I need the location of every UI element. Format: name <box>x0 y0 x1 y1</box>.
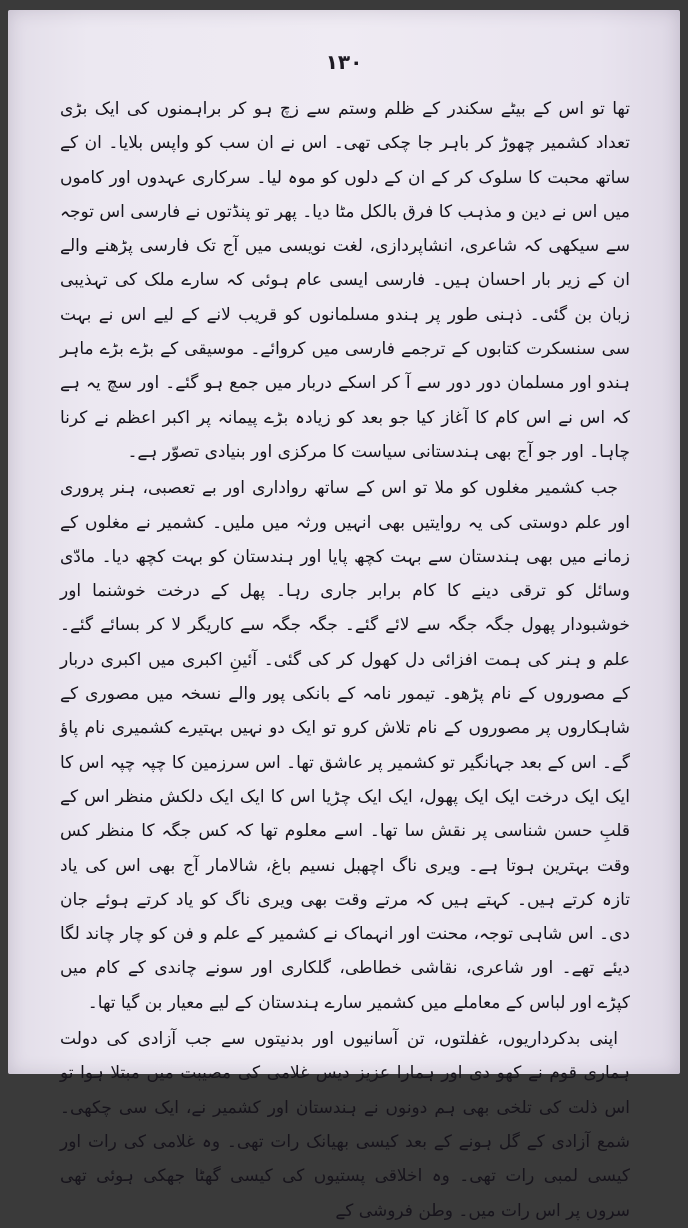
page-body <box>60 92 630 1228</box>
book-page <box>8 10 680 1221</box>
page-number: ۱۳۰ <box>325 50 363 74</box>
paragraph-1: تھا تو اس کے بیٹے سکندر کے ظلم وستم سے زچ ہو کر براہمنوں کی ایک بڑی تعداد کشمیر چھوڑ کر باہر جا چکی تھی۔ اس نے ان سب کو واپس بلایا۔ ان کے ساتھ محبت کا سلوک کر کے ان کے دلوں کو موہ لیا۔ سرکاری عہدوں اور کاموں میں اس نے دین و مذہب کا فرق بالکل مٹا دیا۔ پھر تو پنڈتوں نے فارسی اس توجہ سے سیکھی کہ شاعری، انشاپردازی، لغت نویسی میں آج تک فارسی پڑھنے والے ان کے زیر بار احسان ہیں۔ فارسی ایسی عام ہوئی کہ سارے ملک کی تہذیبی زبان بن گئی۔ ذہنی طور پر ہندو مسلمانوں کو قریب لانے کے لیے اس نے بہت سی سنسکرت کتابوں کے ترجمے فارسی میں کروائے۔ موسیقی کے بڑے بڑے ماہر ہندو اور مسلمان دور دور سے آ کر اسکے دربار میں جمع ہو گئے۔ اور سچ یہ ہے کہ اس نے اس کام کا آغاز کیا جو بعد کو زیادہ بڑے پیمانہ پر اکبر اعظم نے کرنا چاہا۔ اور جو آج بھی ہندستانی سیاست کا مرکزی اور بنیادی تصوّر ہے۔ <box>60 99 630 462</box>
paragraph-3: اپنی بدکرداریوں، غفلتوں، تن آسانیوں اور بدنیتوں سے جب آزادی کی دولت ہماری قوم نے کھو دی اور ہمارا عزیز دیس غلامی کی مصیبت میں مبتلا ہوا تو اس ذلت کی تلخی بھی ہم دونوں نے ہندستان اور کشمیر نے، ایک سی چکھی۔ شمع آزادی کے گل ہونے کے بعد کیسی بھیانک رات تھی۔ وہ غلامی کی رات اور کیسی لمبی رات تھی۔ وہ اخلاقی پستیوں کی کیسی گھٹا جھکی ہوئی تھی سروں پر اس رات میں۔ وطن فروشی کے <box>60 1029 630 1221</box>
paragraph-2: جب کشمیر مغلوں کو ملا تو اس کے ساتھ رواداری اور بے تعصبی، ہنر پروری اور علم دوستی کی یہ روایتیں بھی انہیں ورثہ میں ملیں۔ کشمیر نے مغلوں کے زمانے میں بھی ہندستان سے بہت کچھ پایا اور ہندستان کو بہت کچھ دیا۔ مادّی وسائل کو ترقی دینے کا کام برابر جاری رہا۔ پھل کے درخت خوشنما اور خوشبودار پھول جگہ جگہ سے لائے گئے۔ جگہ جگہ سے کاریگر لا کر بسائے گئے۔ علم و ہنر کی ہمت افزائی دل کھول کر کی گئی۔ آئینِ اکبری میں اکبری دربار کے مصوروں کے نام پڑھو۔ تیمور نامہ کے بانکی پور والے نسخہ میں مصوری کے شاہکاروں پر مصوروں کے نام تلاش کرو تو ایک دو نہیں بہتیرے کشمیری نام پاؤ گے۔ اس کے بعد جہانگیر تو کشمیر پر عاشق تھا۔ اس سرزمین کا چپہ چپہ اس کا ایک ایک درخت ایک ایک پھول، ایک ایک چڑیا اس کا ایک ایک دلکش منظر اس کے قلبِ حسن شناسی پر نقش سا تھا۔ اسے معلوم تھا کہ کس جگہ کا منظر کس وقت بہترین ہوتا ہے۔ ویری ناگ اچھبل نسیم باغ، شالامار آج بھی اس کی یاد تازہ کرتے ہیں۔ کہتے ہیں کہ مرتے وقت بھی ویری ناگ کو یاد کرتے ہوئے جان دی۔ اس شاہی توجہ، محنت اور انہماک نے کشمیر کے علم و فن کو چار چاند لگا دیئے تھے۔ اور شاعری، نقاشی خطاطی، گلکاری اور سونے چاندی کے کام میں کپڑے اور لباس کے معاملے میں کشمیر سارے ہندستان کے لیے معیار بن گیا تھا۔ <box>60 478 630 1013</box>
